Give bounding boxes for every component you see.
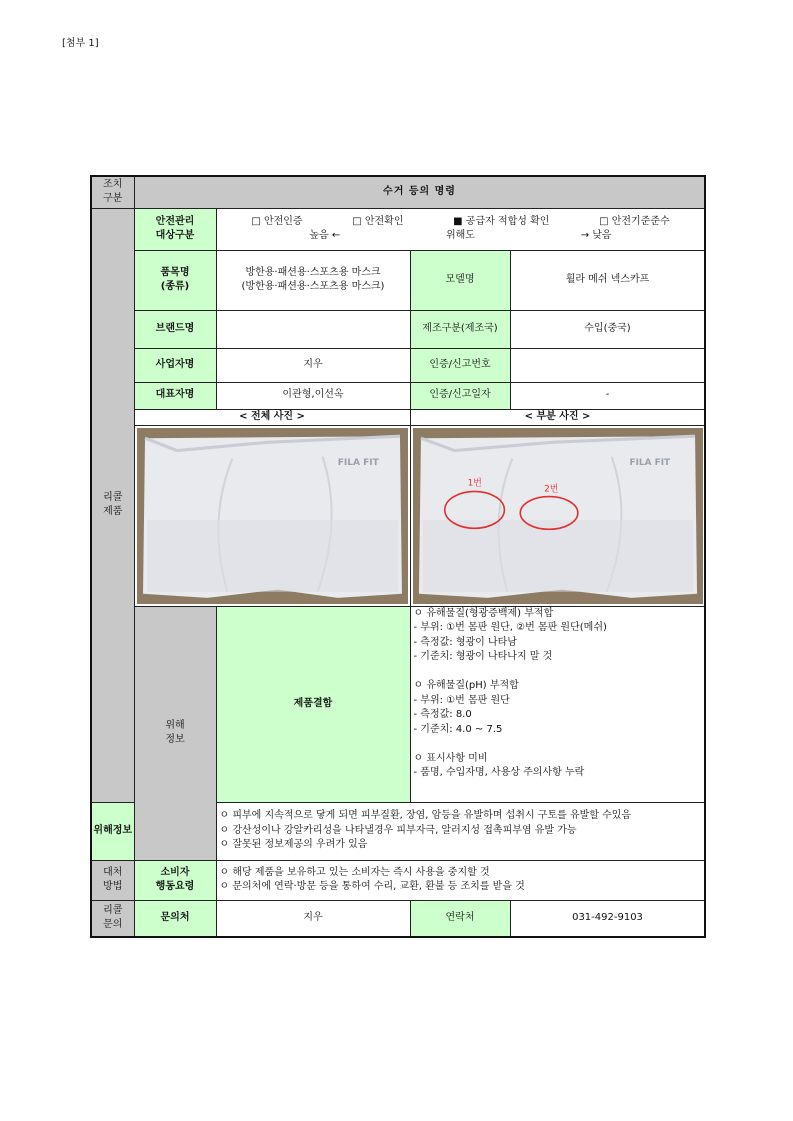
text-line: - 기준치: 4.0 ~ 7.5 [413, 723, 503, 735]
text-line: 정보 [165, 734, 185, 745]
text-line: ㅇ 표시사항 미비 [413, 752, 488, 764]
option-safety-cert: □ 안전인증 [251, 215, 303, 227]
consumer-guide-text [216, 860, 705, 900]
text-line: ㅇ 문의처에 연락·방문 등을 통하여 수리, 교환, 환불 등 조치를 받을 것 [219, 881, 525, 892]
mark-label-2: 2번 [543, 483, 558, 494]
cert-date-value: - [510, 382, 705, 409]
text-line: 구분 [103, 193, 123, 205]
brand-print-detail: FILA FIT [629, 457, 670, 468]
safety-class-label [134, 208, 216, 250]
text-line: ㅇ 유해물질(형광증백제) 부적합 [413, 607, 554, 619]
text-line: ㅇ 잘못된 정보제공의 우려가 있음 [219, 839, 368, 851]
recall-product-section [91, 208, 134, 802]
full-photo [134, 425, 410, 606]
hazard-detail-text [216, 802, 705, 860]
origin-label: 제조구분(제조국) [410, 310, 510, 348]
text-line: 품목명 [160, 266, 190, 278]
text-line: 위해 [165, 719, 185, 731]
text-line: 대상구분 [155, 230, 195, 241]
inquiry-label: 문의처 [134, 900, 216, 937]
text-line: 리콜 [103, 491, 123, 503]
option-supplier-conformity: ■ 공급자 적합성 확인 [453, 215, 550, 227]
text-line [414, 665, 705, 680]
contact-value: 031-492-9103 [510, 900, 705, 937]
attachment-label: [첨부 1] [62, 38, 99, 49]
safety-class-options [216, 208, 705, 250]
brand-print: FILA FIT [337, 457, 379, 468]
text-line: - 기준치: 형광이 나타나지 말 것 [413, 651, 553, 662]
text-line: 방한용·패션용·스포츠용 마스크 [245, 266, 381, 278]
text-line: 방법 [103, 881, 123, 892]
recall-notice-table [90, 175, 706, 938]
model-name-value: 휠라 메쉬 넥스카프 [510, 250, 705, 310]
text-line: ㅇ 유해물질(pH) 부적합 [413, 680, 519, 691]
option-safety-confirm: □ 안전확인 [352, 215, 404, 227]
consumer-guide-label [134, 860, 216, 900]
neck-scarf-detail-image [413, 428, 703, 604]
risk-scale-label: 위해도 [445, 230, 475, 241]
hazard-detail-label: 위해정보 [91, 802, 134, 860]
partial-photo-label: < 부분 사진 > [410, 409, 705, 425]
text-line: 행동요령 [155, 881, 195, 892]
product-defect-label: 제품결함 [216, 606, 410, 802]
brand-value [216, 310, 410, 348]
action-type-header [91, 176, 134, 208]
guide-lines [220, 866, 705, 895]
model-name-label: 모델명 [410, 250, 510, 310]
hazard-lines [220, 809, 705, 853]
brand-label: 브랜드명 [134, 310, 216, 348]
text-line: 리콜 [103, 904, 123, 916]
inquiry-value: 지우 [216, 900, 410, 937]
representative-value: 이관형,이선옥 [216, 382, 410, 409]
product-defect-details [410, 606, 705, 802]
contact-label: 연락처 [410, 900, 510, 937]
text-line: ㅇ 해당 제품을 보유하고 있는 소비자는 즉시 사용을 중지할 것 [219, 866, 490, 878]
product-name-value [216, 250, 410, 310]
neck-scarf-image [137, 428, 408, 604]
mark-label-1: 1번 [467, 477, 482, 488]
text-line: 문의 [103, 919, 123, 931]
cert-number-value [510, 348, 705, 382]
text-line: ㅇ 강산성이나 강알카리성을 나타낼경우 피부자극, 알러지성 접촉피부염 유발 가능 [219, 824, 577, 836]
hazard-info-section [134, 606, 216, 860]
cert-number-label: 인증/신고번호 [410, 348, 510, 382]
text-line: - 측정값: 8.0 [413, 709, 472, 720]
inquiry-section [91, 900, 134, 937]
text-line: 대처 [103, 866, 123, 878]
text-line: - 부위: ①번 몸판 원단 [413, 694, 510, 706]
product-name-label [134, 250, 216, 310]
text-line: (종류) [160, 281, 190, 292]
representative-label: 대표자명 [134, 382, 216, 409]
text-line: ㅇ 피부에 지속적으로 닿게 되면 피부질환, 장염, 암등을 유발하며 섭취시 구토를 유발할 수있음 [219, 810, 632, 822]
option-safety-standard: □ 안전기준준수 [599, 215, 670, 227]
text-line: 제품 [103, 506, 123, 517]
risk-high-label: 높음 ← [309, 230, 341, 241]
text-line: - 품명, 수입자명, 사용상 주의사항 누락 [413, 767, 585, 778]
text-line [414, 737, 705, 752]
partial-photo [410, 425, 705, 606]
full-photo-label: < 전체 사진 > [134, 409, 410, 425]
text-line: (방한용·패션용·스포츠용 마스크) [241, 281, 385, 292]
text-line: 조치 [103, 178, 123, 190]
cert-date-label: 인증/신고일자 [410, 382, 510, 409]
page-title: 수거 등의 명령 [134, 176, 705, 208]
business-name-value: 지우 [216, 348, 410, 382]
text-line: 안전관리 [155, 215, 195, 227]
text-line: - 부위: ①번 몸판 원단, ②번 몸판 원단(메쉬) [413, 622, 607, 633]
risk-low-label: → 낮음 [580, 230, 612, 241]
business-name-label: 사업자명 [134, 348, 216, 382]
text-line: 소비자 [160, 866, 190, 878]
origin-value: 수입(중국) [510, 310, 705, 348]
defect-lines [414, 607, 705, 781]
text-line: - 측정값: 형광이 나타남 [413, 636, 517, 648]
response-section [91, 860, 134, 900]
